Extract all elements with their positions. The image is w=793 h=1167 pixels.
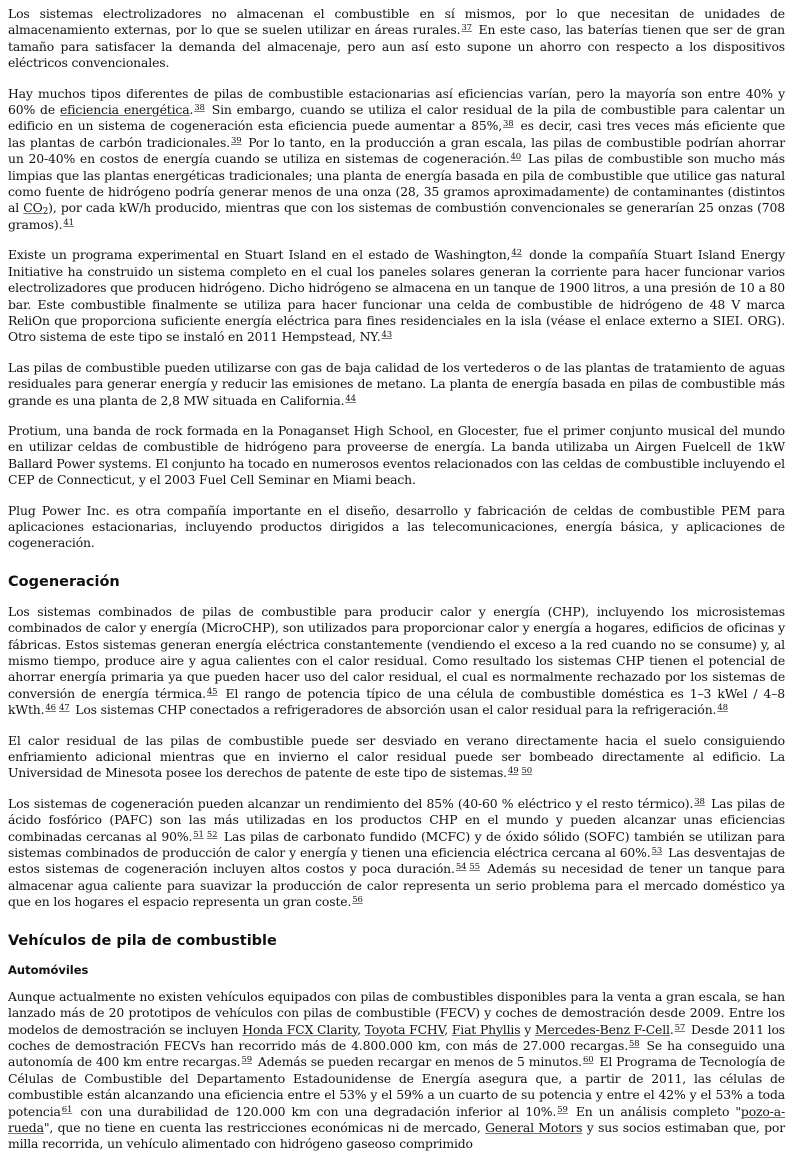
text: Las pilas de combustible son mucho más limpias que las plantas energéticas tradicionales; una planta de energía basada en pila de combustible que utilice gas natural como fuente de hidrógeno podría generar menos de una onza (28, 35 gramos aproximadamente) de contaminantes (distintos al (8, 151, 785, 216)
paragraph-tipos-pilas (8, 86, 785, 234)
text: Aunque actualmente no existen vehículos equipados con pilas de combustibles disponibles para la venta a gran escala, se han lanzado más de 20 prototipos de vehículos con pilas de combustible (FECV) y coches de demostración desde 2009. Entre los modelos de demostración se incluyen (8, 988, 785, 1037)
paragraph-calor-residual (8, 733, 785, 782)
citation-link[interactable]: 47 (58, 703, 70, 714)
heading-cogeneracion: Cogeneración (8, 573, 120, 590)
citation-link[interactable]: 39 (230, 135, 242, 146)
text: ), por cada kW/h producido, mientras que con los sistemas de combustión convencionales se generarían 25 onzas (708 gramos). (8, 200, 785, 232)
text: Los sistemas CHP conectados a refrigeradores de absorción usan el calor residual para la refrigeración. (71, 702, 717, 718)
text: Las desventajas de estos sistemas de cogeneración incluyen altos costos y poca duración. (8, 845, 785, 877)
link-co2-text: CO (23, 200, 43, 216)
citation-link[interactable]: 54 (455, 862, 467, 873)
paragraph-rendimiento (8, 796, 785, 911)
text: donde la compañía Stuart Island Energy Initiative ha construido un sistema completo en el cual los paneles solares generan la corriente para hacer funcionar varios electrolizadores que producen hidrógeno. Dicho hidrógeno se almacena en un tanque de 1900 litros, a una presión de 10 a 80 bar. Este combustible finalmente se utiliza para hacer funcionar una celda de combustible de hidrógeno de 48 V marca ReliOn que proporciona suficiente energía eléctrica para fines residenciales en la isla (véase el enlace externo a SIEI. ORG). Otro sistema de este tipo se instaló en 2011 Hempstead, NY. (8, 247, 786, 345)
citation-link[interactable]: 42 (511, 248, 522, 259)
text: En este caso, las baterías tienen que ser de gran tamaño para satisfacer la demanda del almacenaje, pero aun así esto supone un ahorro con respecto a los dispositivos eléctricos convencionales. (8, 22, 786, 71)
citation-link[interactable]: 44 (345, 393, 356, 404)
text: con una durabilidad de 120.000 km con una degradación inferior al 10%. (74, 1103, 557, 1119)
heading-vehiculos: Vehículos de pila de combustible (8, 932, 277, 949)
citation-link[interactable]: 40 (510, 152, 522, 163)
citation-link[interactable]: 38 (503, 119, 514, 130)
link-general-motors[interactable]: General Motors (485, 1119, 583, 1135)
citation-link[interactable]: 57 (674, 1022, 686, 1033)
text: Las pilas de combustible pueden utilizarse con gas de baja calidad de los vertederos o de las plantas de tratamiento de aguas residuales para generar energía y reducir las emisiones de metano. La planta de energía basada en pilas de combustible más grande es una planta de 2,8 MW situada en California. (8, 359, 785, 408)
text: , (357, 1021, 365, 1037)
text: y sus socios estimaban que, por milla recorrida, un vehículo alimentado con hidrógeno gaseoso comprimido (8, 1119, 785, 1152)
paragraph-protium (8, 423, 785, 489)
text: Las pilas de carbonato fundido (MCFC) y de óxido sólido (SOFC) también se utilizan para sistemas combinados de producción de calor y energía y tienen una eficiencia eléctrica cercana al 60%. (8, 828, 785, 861)
paragraph-vertederos (8, 360, 785, 409)
citation-link[interactable]: 49 (507, 766, 519, 777)
citation-link[interactable]: 38 (194, 103, 205, 114)
paragraph-chp (8, 604, 785, 719)
text: Protium, una banda de rock formada en la Ponaganset High School, en Glocester, fue el primer conjunto musical del mundo en utilizar celdas de combustible de hidrógeno para proveerse de energía. La banda utilizaba un Airgen Fuelcell de 1kW Ballard Power systems. El conjunto ha tocado en numerosos eventos relacionados con las celdas de combustible incluyendo el CEP de Connecticut, y el 2003 Fuel Cell Seminar en Miami beach. (8, 422, 785, 488)
heading-automoviles: Automóviles (8, 962, 89, 977)
text: Los sistemas electrolizadores no almacenan el combustible en sí mismos, por lo que necesitan de unidades de almacenamiento externas, por lo que se suelen utilizar en áreas rurales. (8, 6, 785, 38)
text: . (669, 1021, 674, 1037)
citation-link[interactable]: 46 (45, 703, 56, 714)
citation-link[interactable]: 61 (61, 1104, 73, 1115)
text: es decir, casi tres veces más eficiente que las plantas de carbón tradicionales. (8, 118, 785, 150)
citation-link[interactable]: 58 (628, 1038, 640, 1049)
text: Se ha conseguido una autonomía de 400 km entre recargas. (8, 1037, 785, 1070)
link-honda-fcx-clarity[interactable]: Honda FCX Clarity (242, 1021, 358, 1037)
citation-link[interactable]: 60 (582, 1055, 594, 1066)
text: Los sistemas de cogeneración pueden alcanzar un rendimiento del 85% (40-60 % eléctrico y el resto térmico). (8, 795, 694, 811)
citation-link[interactable]: 45 (206, 686, 218, 697)
citation-link[interactable]: 52 (206, 829, 218, 840)
link-co2-subscript: 2 (42, 207, 49, 218)
link-toyota-fchv[interactable]: Toyota FCHV (364, 1021, 445, 1037)
citation-link[interactable]: 53 (651, 846, 663, 857)
citation-link[interactable]: 59 (557, 1104, 568, 1115)
citation-link[interactable]: 50 (521, 766, 533, 777)
citation-link[interactable]: 48 (717, 703, 728, 714)
text: En un análisis completo " (569, 1103, 741, 1119)
paragraph-plug-power (8, 503, 785, 552)
citation-link[interactable]: 51 (193, 829, 204, 840)
link-mercedes-benz-f-cell[interactable]: Mercedes-Benz F-Cell (534, 1021, 670, 1037)
text: Además su necesidad de tener un tanque para almacenar agua caliente para suavizar la producción de calor representa un serio problema para el mercado doméstico ya que en los hogares el espacio representa un gran coste. (8, 861, 786, 910)
text: Por lo tanto, en la producción a gran escala, las pilas de combustible podrían ahorrar un 20-40% en costos de energía cuando se utiliza en sistemas de cogeneración. (8, 134, 785, 167)
link-co2[interactable] (23, 200, 49, 218)
text: Desde 2011 los coches de demostración FECVs han recorrido más de 4.800.000 km, con más de 27.000 recargas. (8, 1021, 785, 1053)
link-pozo-a-rueda[interactable]: pozo-a-rueda (8, 1103, 785, 1135)
text: Los sistemas combinados de pilas de combustible para producir calor y energía (CHP), incluyendo los microsistemas combinados de calor y energía (MicroCHP), son utilizados para proporcionar calor y energía a hogares, edificios de oficinas y fábricas. Estos sistemas generan energía eléctrica constantemente (vendiendo el exceso a la red cuando no se consume) y, al mismo tiempo, produce aire y agua calientes con el calor residual. Como resultado los sistemas CHP tienen el potencial de ahorrar energía primaria ya que pueden hacer uso del calor residual, el cual es normalmente rechazado por los sistemas de conversión de energía térmica. (8, 603, 785, 701)
link-fiat-phyllis[interactable]: Fiat Phyllis (451, 1021, 521, 1037)
text: El calor residual de las pilas de combustible puede ser desviado en verano directamente hacia el suelo consiguiendo enfriamiento adicional mientras que en invierno el calor residual puede ser bombeado directamente al edificio. La Universidad de Minesota posee los derechos de patente de este tipo de sistemas. (8, 732, 785, 781)
paragraph-electrolizadores (8, 6, 785, 72)
text: , (444, 1021, 452, 1037)
citation-link[interactable]: 37 (461, 23, 472, 34)
text: Existe un programa experimental en Stuart Island en el estado de Washington, (8, 247, 511, 263)
citation-link[interactable]: 56 (352, 895, 363, 906)
text: Además se pueden recargar en menos de 5 minutos. (253, 1054, 582, 1070)
citation-link[interactable]: 59 (241, 1055, 252, 1066)
text: ", que no tiene en cuenta las restricciones económicas ni de mercado, (43, 1119, 486, 1135)
text: Hay muchos tipos diferentes de pilas de combustible estacionarias así eficiencias varían, pero la mayoría son entre 40% y 60% de (8, 85, 785, 118)
text: y (520, 1021, 535, 1037)
text: Las pilas de ácido fosfórico (PAFC) son las más utilizadas en los productos CHP en el mundo y pueden alcanzar unas eficiencias combinadas cercanas al 90%. (8, 795, 785, 844)
citation-link[interactable]: 41 (63, 217, 74, 228)
link-eficiencia-energetica[interactable]: eficiencia energética (59, 102, 190, 118)
citation-link[interactable]: 55 (469, 862, 480, 873)
text: El rango de potencia típico de una célula de combustible doméstica es 1–3 kWel / 4–8 kWth. (8, 685, 785, 718)
text: Plug Power Inc. es otra compañía importante en el diseño, desarrollo y fabricación de celdas de combustible PEM para aplicaciones estacionarias, incluyendo productos dirigidos a las telecomunicaciones, energía básica, y aplicaciones de cogeneración. (8, 502, 785, 551)
citation-link[interactable]: 43 (381, 330, 393, 341)
document-page (8, 6, 785, 1167)
paragraph-automoviles (8, 989, 785, 1153)
text: El Programa de Tecnología de Células de Combustible del Departamento Estadounidense de Energía asegura que, a partir de 2011, las células de combustible están alcanzando una eficiencia entre el 53% y el 59% a un cuarto de su potencia y entre el 42% y el 53% a toda potencia (8, 1054, 785, 1119)
citation-link[interactable]: 38 (694, 796, 705, 807)
paragraph-stuart-island (8, 247, 785, 345)
text: . (189, 102, 194, 118)
text: Sin embargo, cuando se utiliza el calor residual de la pila de combustible para calentar un edificio en un sistema de cogeneración esta eficiencia puede aumentar a 85%, (8, 102, 785, 134)
